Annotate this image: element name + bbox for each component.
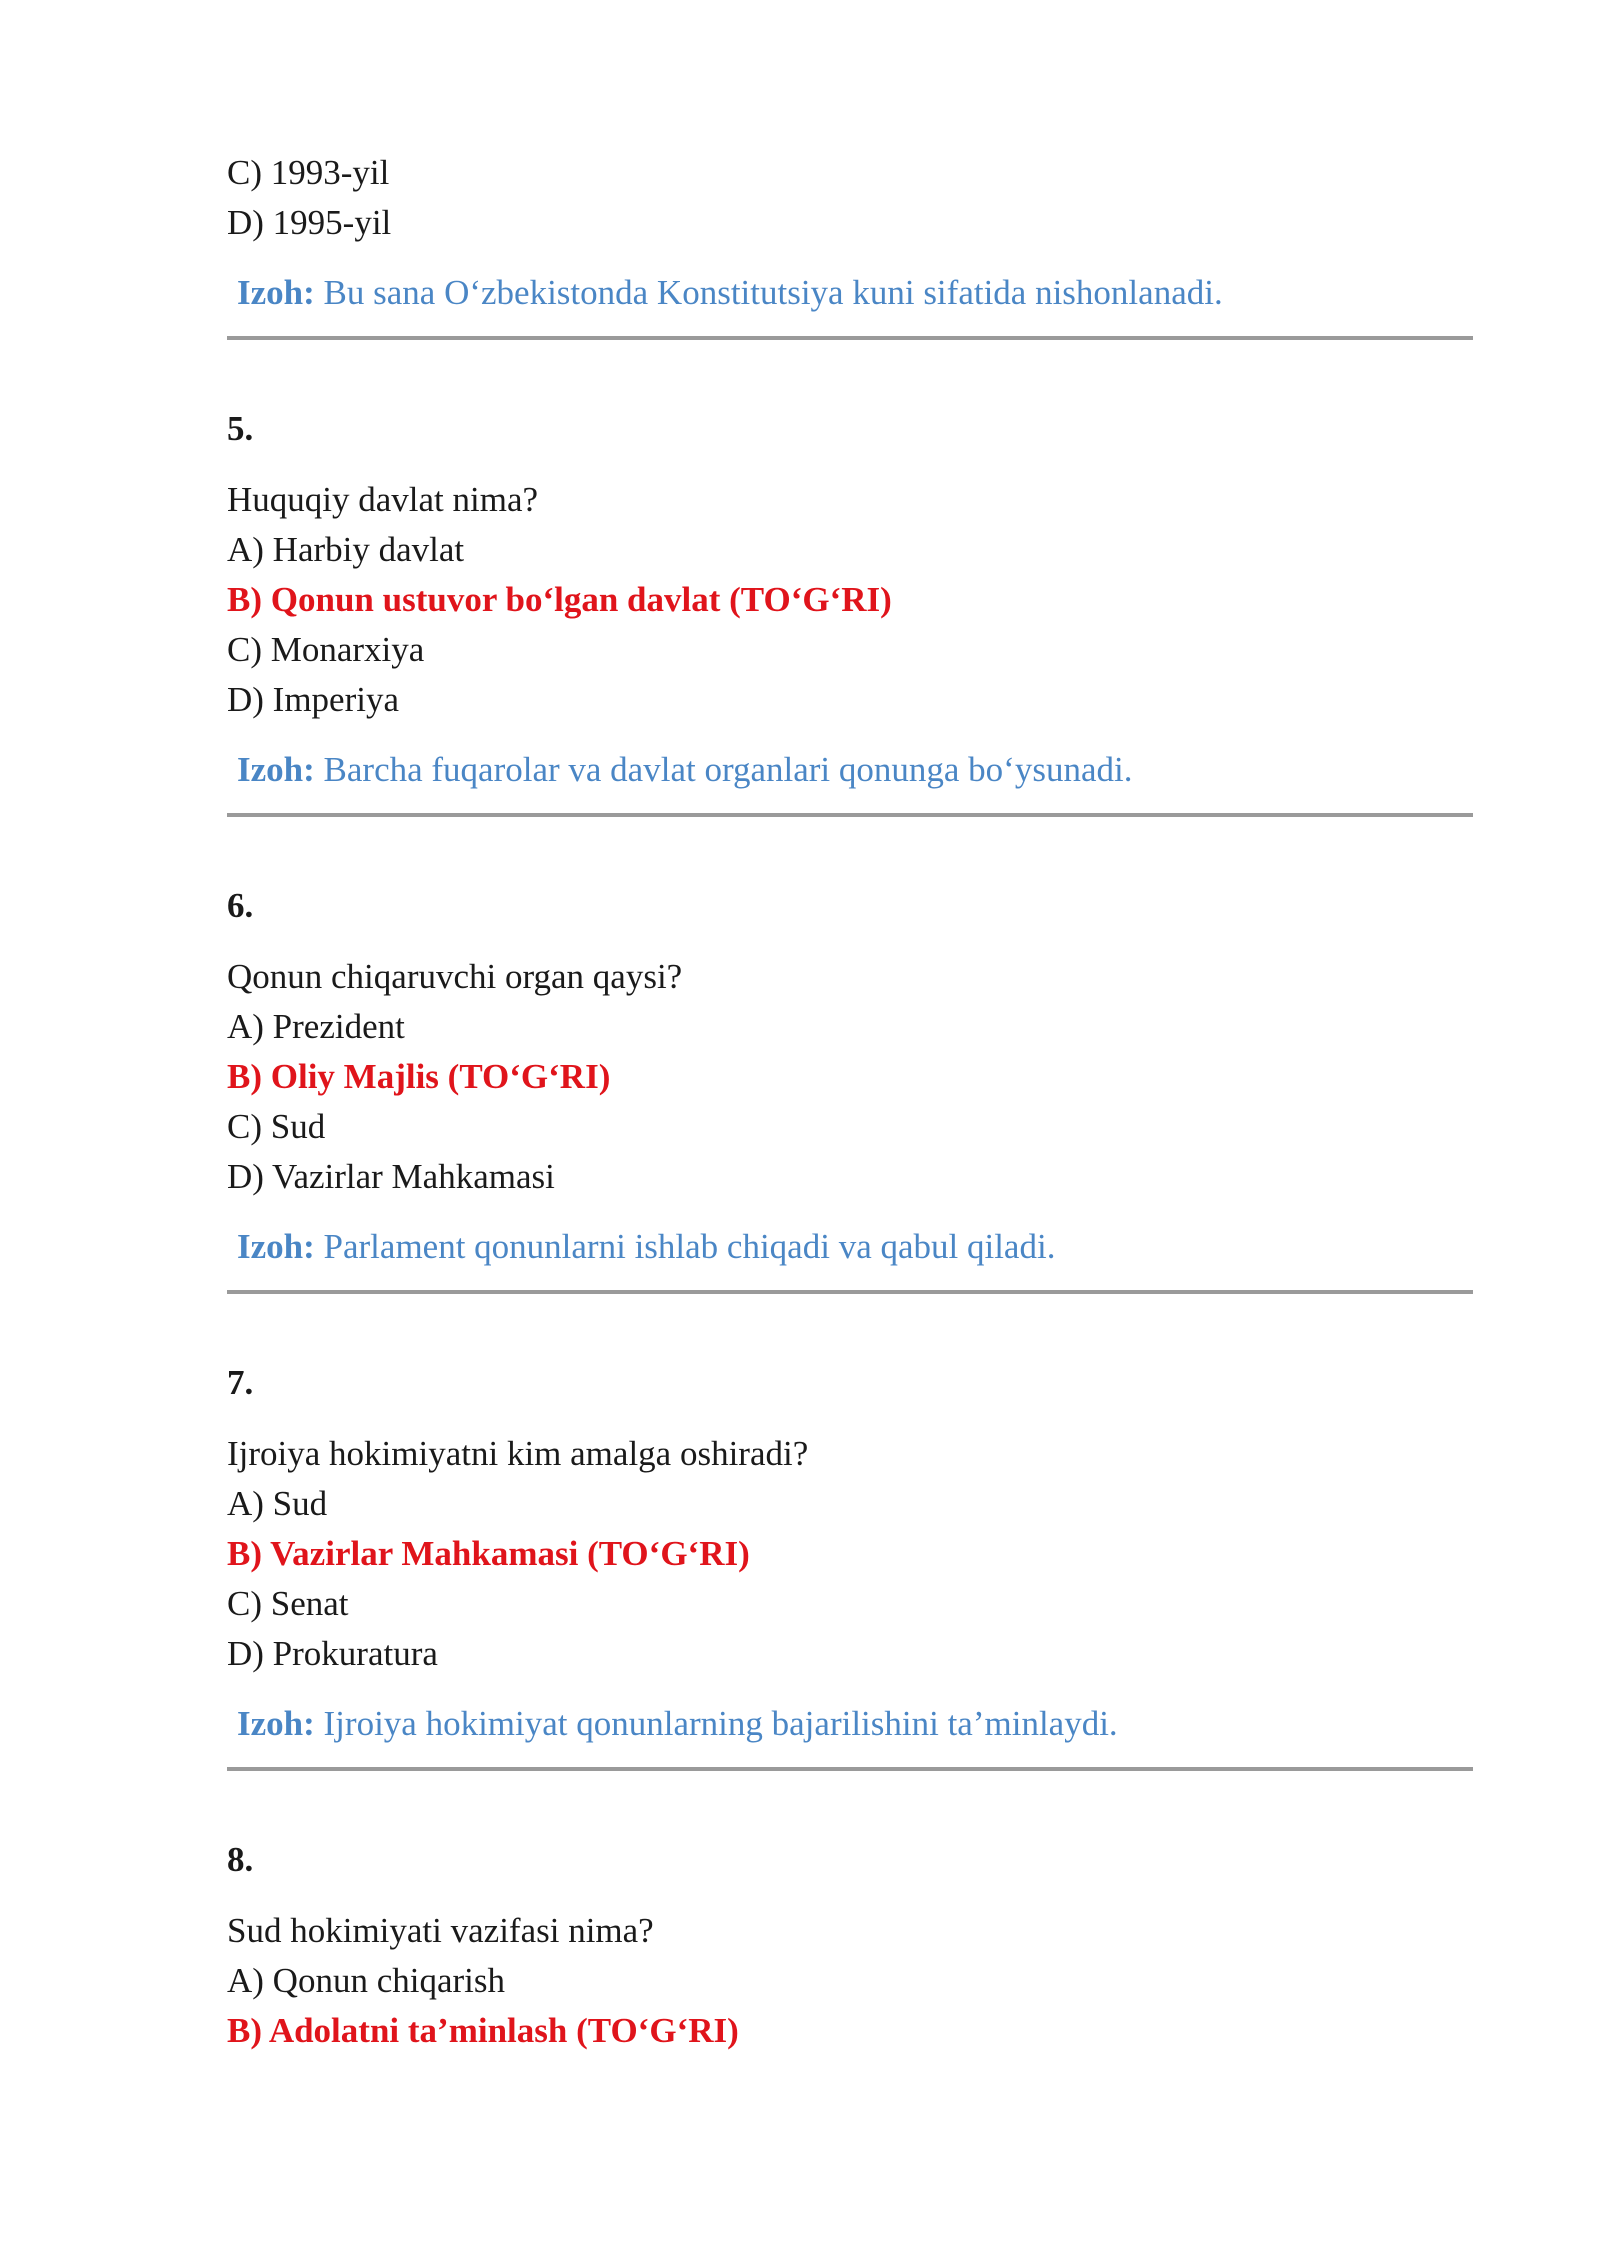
answer-option-d: D) Vazirlar Mahkamasi xyxy=(227,1157,555,1196)
question-text: Qonun chiqaruvchi organ qaysi? xyxy=(227,957,683,996)
question-4-carryover xyxy=(227,148,1473,340)
question-8 xyxy=(227,1771,1473,2056)
document-page xyxy=(227,148,1473,2056)
note-label: Izoh: xyxy=(237,273,315,312)
answer-option-a: A) Sud xyxy=(227,1484,328,1523)
answer-option-a: A) Harbiy davlat xyxy=(227,530,465,569)
answer-option-c: C) Senat xyxy=(227,1584,349,1623)
answer-option-c: C) 1993-yil xyxy=(227,153,390,192)
note-label: Izoh: xyxy=(237,750,315,789)
explanation-note xyxy=(227,268,1473,318)
question-5 xyxy=(227,340,1473,817)
note-label: Izoh: xyxy=(237,1704,315,1743)
note-label: Izoh: xyxy=(237,1227,315,1266)
question-number: 8. xyxy=(227,1840,254,1879)
question-7 xyxy=(227,1294,1473,1771)
question-text: Sud hokimiyati vazifasi nima? xyxy=(227,1911,654,1950)
answer-option-c: C) Monarxiya xyxy=(227,630,425,669)
question-number: 7. xyxy=(227,1363,254,1402)
question-6 xyxy=(227,817,1473,1294)
answer-option-a: A) Prezident xyxy=(227,1007,405,1046)
explanation-note xyxy=(227,1222,1473,1272)
explanation-note xyxy=(227,1699,1473,1749)
question-text: Huquqiy davlat nima? xyxy=(227,480,539,519)
answer-option-b-correct: B) Oliy Majlis (TO‘G‘RI) xyxy=(227,1057,611,1096)
answer-option-a: A) Qonun chiqarish xyxy=(227,1961,506,2000)
question-number: 5. xyxy=(227,409,254,448)
answer-option-b-correct: B) Adolatni ta’minlash (TO‘G‘RI) xyxy=(227,2011,739,2050)
question-number: 6. xyxy=(227,886,254,925)
explanation-note xyxy=(227,745,1473,795)
note-text: Barcha fuqarolar va davlat organlari qonunga bo‘ysunadi. xyxy=(314,750,1133,789)
question-text: Ijroiya hokimiyatni kim amalga oshiradi? xyxy=(227,1434,809,1473)
note-text: Ijroiya hokimiyat qonunlarning bajarilishini ta’minlaydi. xyxy=(314,1704,1118,1743)
answer-option-b-correct: B) Qonun ustuvor bo‘lgan davlat (TO‘G‘RI) xyxy=(227,580,892,619)
answer-option-d: D) Prokuratura xyxy=(227,1634,438,1673)
answer-option-d: D) 1995-yil xyxy=(227,203,392,242)
answer-option-d: D) Imperiya xyxy=(227,680,400,719)
answer-option-b-correct: B) Vazirlar Mahkamasi (TO‘G‘RI) xyxy=(227,1534,750,1573)
note-text: Bu sana O‘zbekistonda Konstitutsiya kuni sifatida nishonlanadi. xyxy=(314,273,1223,312)
answer-option-c: C) Sud xyxy=(227,1107,326,1146)
note-text: Parlament qonunlarni ishlab chiqadi va qabul qiladi. xyxy=(314,1227,1056,1266)
